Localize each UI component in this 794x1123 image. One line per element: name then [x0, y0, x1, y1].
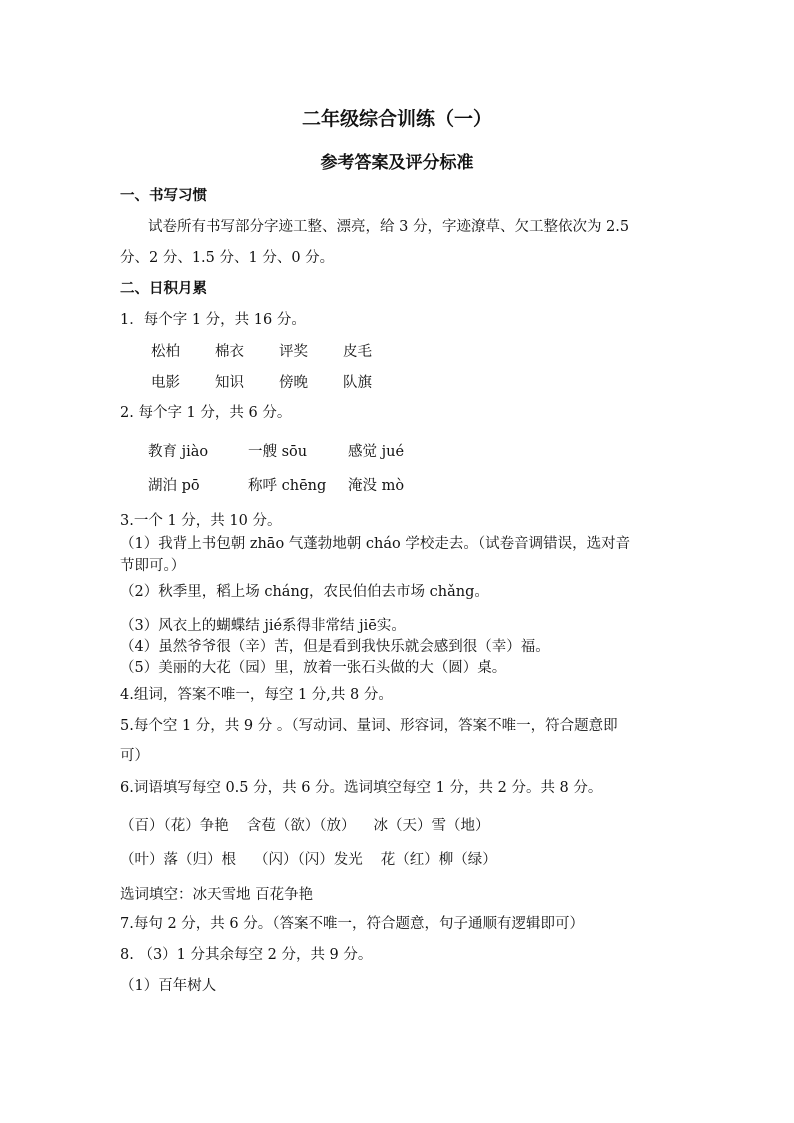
q3-item1b: 节即可。） [120, 558, 186, 574]
q1-word: 队旗 [343, 375, 372, 391]
q1-word: 傍晚 [279, 375, 308, 391]
q6-phrase: （闪）（闪）发光 [254, 852, 363, 868]
q1-word: 电影 [151, 375, 180, 391]
q3-item5: （5）美丽的大花（园）里，放着一张石头做的大（圆）桌。 [120, 660, 507, 676]
section1-text-line1: 试卷所有书写部分字迹工整、漂亮，给 3 分，字迹潦草、欠工整依次为 2.5 [148, 219, 630, 235]
q6-label: 6.词语填写每空 0.5 分，共 6 分。选词填空每空 1 分，共 2 分。共 8 分。 [120, 780, 603, 796]
q6-phrase: （叶）落（归）根 [120, 852, 236, 868]
q1-word: 评奖 [279, 344, 308, 360]
q2-word: 淹没 mò [348, 478, 405, 494]
page-subtitle: 参考答案及评分标准 [320, 153, 474, 173]
q1-label: 1．每个字 1 分，共 16 分。 [120, 312, 306, 328]
q3-item1a: （1）我背上书包朝 zhāo 气蓬勃地朝 cháo 学校走去。（试卷音调错误，选对音 [120, 536, 631, 552]
q6-phrase: 含苞（欲）（放） [246, 818, 356, 834]
q6-row1 [120, 816, 508, 836]
q2-word: 教育 jiào [148, 444, 209, 460]
q4-text: 4.组词，答案不唯一，每空 1 分,共 8 分。 [120, 687, 393, 703]
section2-heading: 二、日积月累 [120, 280, 207, 297]
q2-word: 感觉 jué [348, 444, 405, 460]
q3-item4: （4）虽然爷爷很（辛）苦，但是看到我快乐就会感到很（幸）福。 [120, 639, 550, 655]
q6-choice: 选词填空：冰天雪地 百花争艳 [120, 887, 314, 903]
q1-word: 知识 [215, 375, 244, 391]
q5-text-line2: 可） [120, 748, 149, 764]
page-title: 二年级综合训练（一） [301, 108, 492, 130]
q1-row1 [151, 342, 407, 362]
q6-phrase: 花（红）柳（绿） [380, 852, 497, 868]
q6-phrase: 冰（天）雪（地） [373, 818, 490, 834]
q8-answer1: （1）百年树人 [120, 978, 217, 994]
q1-word: 棉衣 [215, 344, 244, 360]
q8-label: 8. （3）1 分其余每空 2 分，共 9 分。 [120, 947, 373, 963]
q7-text: 7.每句 2 分，共 6 分。（答案不唯一，符合题意，句子通顺有逻辑即可） [120, 916, 584, 932]
q1-word: 松柏 [151, 344, 180, 360]
q2-word: 湖泊 pō [148, 478, 200, 494]
q1-row2 [151, 373, 407, 393]
q5-text-line1: 5.每个空 1 分，共 9 分 。（写动词、量词、形容词，答案不唯一，符合题意即 [120, 718, 618, 734]
q1-word: 皮毛 [343, 344, 372, 360]
section1-heading: 一、书写习惯 [120, 187, 207, 204]
q2-row1 [148, 442, 448, 462]
q3-item2: （2）秋季里，稻上场 cháng，农民伯伯去市场 chǎng。 [120, 584, 489, 600]
q3-item3: （3）风衣上的蝴蝶结 jié系得非常结 jiē实。 [120, 618, 406, 634]
q2-label: 2. 每个字 1 分，共 6 分。 [120, 405, 292, 421]
section1-text-line2: 分、2 分、1.5 分、1 分、0 分。 [120, 250, 335, 266]
q2-word: 一艘 sōu [248, 444, 308, 460]
q3-label: 3.一个 1 分，共 10 分。 [120, 513, 282, 529]
q2-row2 [148, 476, 448, 496]
q2-word: 称呼 chēng [248, 478, 327, 494]
q6-phrase: （百）（花）争艳 [120, 818, 229, 834]
q6-row2 [120, 850, 515, 870]
